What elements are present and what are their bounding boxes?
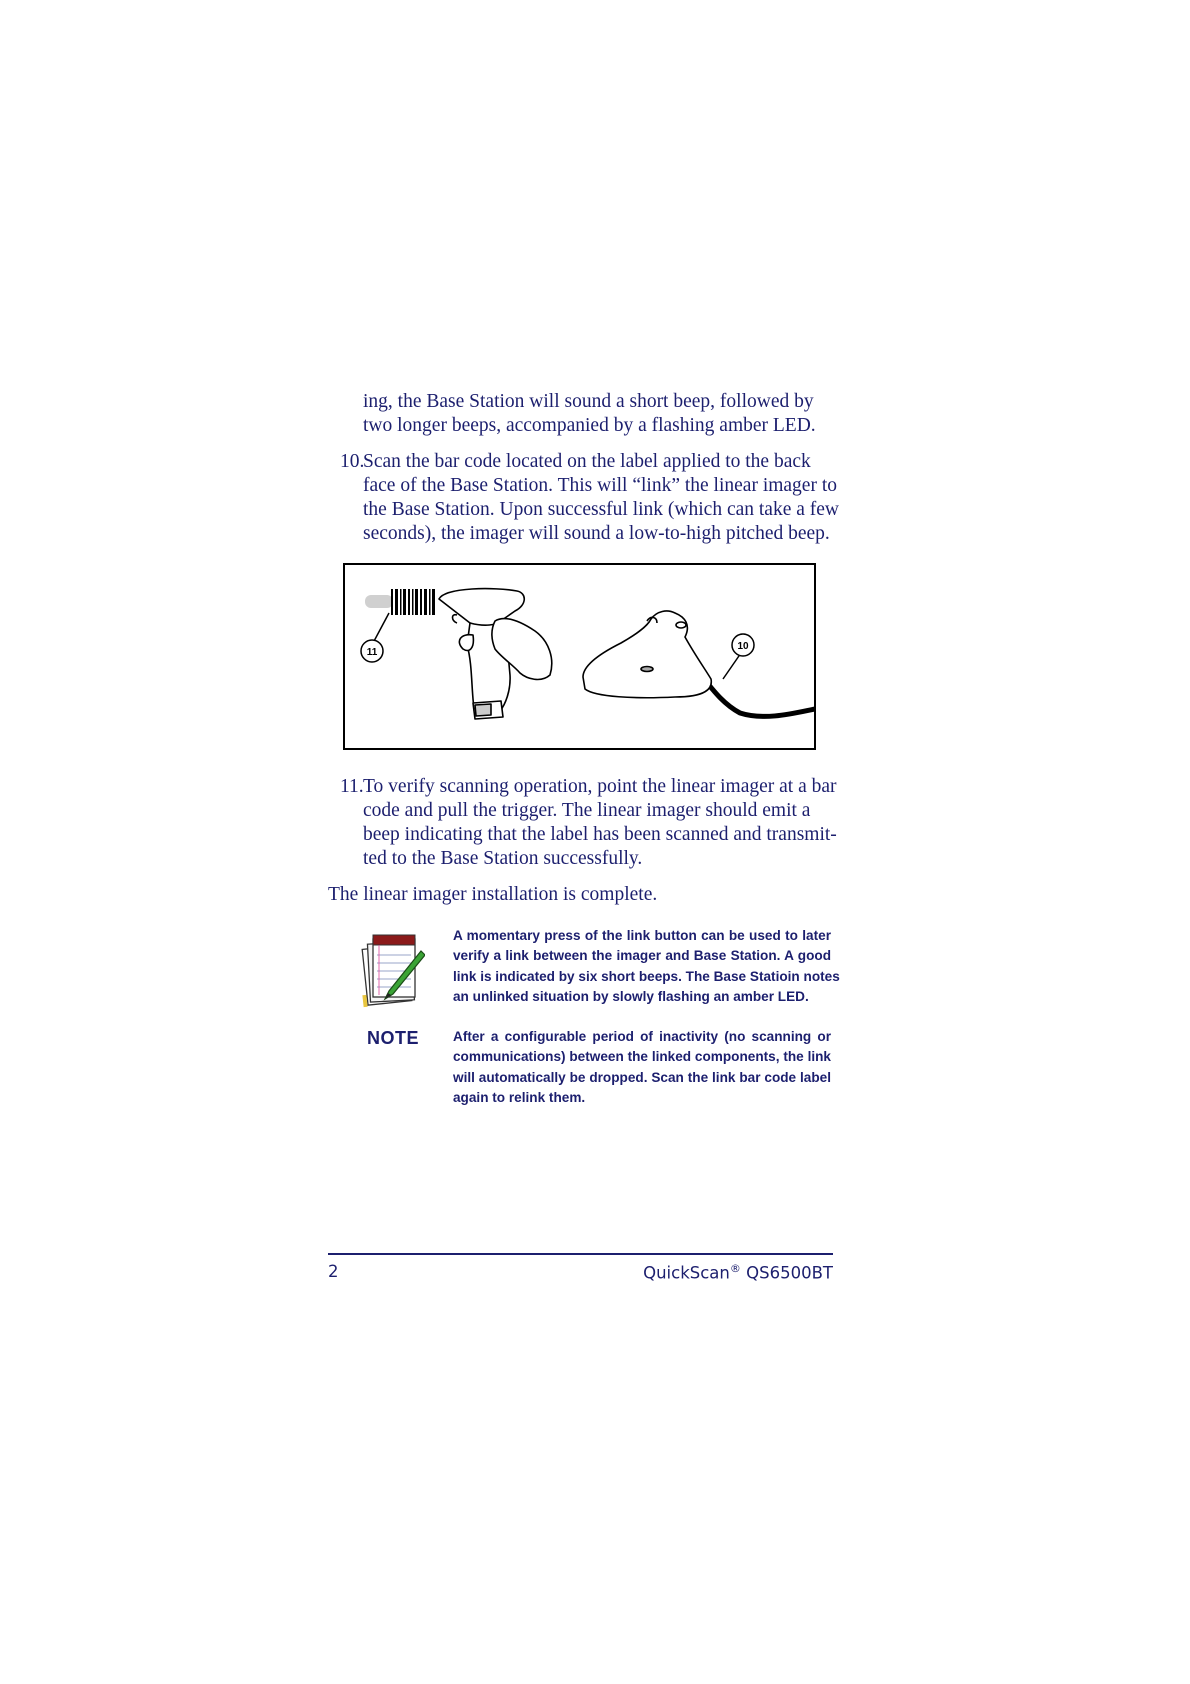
text-line: verify a link between the imager and Base Station. A good <box>453 948 831 964</box>
note-label: NOTE <box>367 1028 420 1048</box>
completion-text: The linear imager installation is complete. <box>328 884 658 905</box>
callout-10-label: 10 <box>737 641 749 652</box>
step-11 <box>340 775 835 871</box>
text-line: Scan the bar code located on the label applied to the back <box>363 451 811 472</box>
model-name: QS6500BT <box>740 1263 833 1283</box>
registered-mark: ® <box>729 1262 741 1275</box>
text-line: an unlinked situation by slowly flashing an amber LED. <box>453 989 809 1005</box>
step-number: 10. <box>340 451 365 472</box>
text-line: After a configurable period of inactivity (no scanning or <box>453 1029 831 1044</box>
footer-rule <box>328 1253 833 1255</box>
text-line: beep indicating that the label has been scanned and transmit- <box>363 824 837 845</box>
text-line: seconds), the imager will sound a low-to-high pitched beep. <box>363 523 830 544</box>
base-station <box>583 611 711 698</box>
text-line: will automatically be dropped. Scan the link bar code label <box>453 1069 831 1085</box>
note-paragraph-2 <box>453 1027 831 1109</box>
text-line: code and pull the trigger. The linear imager should emit a <box>363 800 811 821</box>
scan-beam <box>365 595 393 608</box>
linear-imager <box>439 589 552 719</box>
footer-product-title <box>643 1262 833 1283</box>
text-line: communications) between the linked components, the link <box>453 1049 831 1065</box>
text-line: face of the Base Station. This will “link” the linear imager to <box>363 475 837 496</box>
text-line: two longer beeps, accompanied by a flashing amber LED. <box>363 415 816 436</box>
note-paragraph-1 <box>453 926 840 1008</box>
text-line: the Base Station. Upon successful link (which can take a few <box>363 499 839 520</box>
text-line: ted to the Base Station successfully. <box>363 848 643 869</box>
linking-illustration <box>343 563 816 750</box>
text-line: A momentary press of the link button can be used to later <box>453 928 831 943</box>
page-number: 2 <box>328 1262 339 1281</box>
text-line: link is indicated by six short beeps. The Base Statioin notes <box>453 968 840 984</box>
text-line: again to relink them. <box>453 1090 586 1106</box>
text-line: To verify scanning operation, point the linear imager at a bar <box>363 776 837 797</box>
note-pad-icon <box>361 933 425 1016</box>
callout-11-label: 11 <box>366 647 378 658</box>
base-cable <box>701 675 814 716</box>
step-10 <box>340 450 839 546</box>
barcode-icon <box>391 589 435 615</box>
step-number: 11. <box>340 776 364 797</box>
text-line: ing, the Base Station will sound a short beep, followed by <box>363 391 814 412</box>
product-name: QuickScan <box>643 1263 730 1283</box>
continuation-paragraph <box>363 390 833 438</box>
